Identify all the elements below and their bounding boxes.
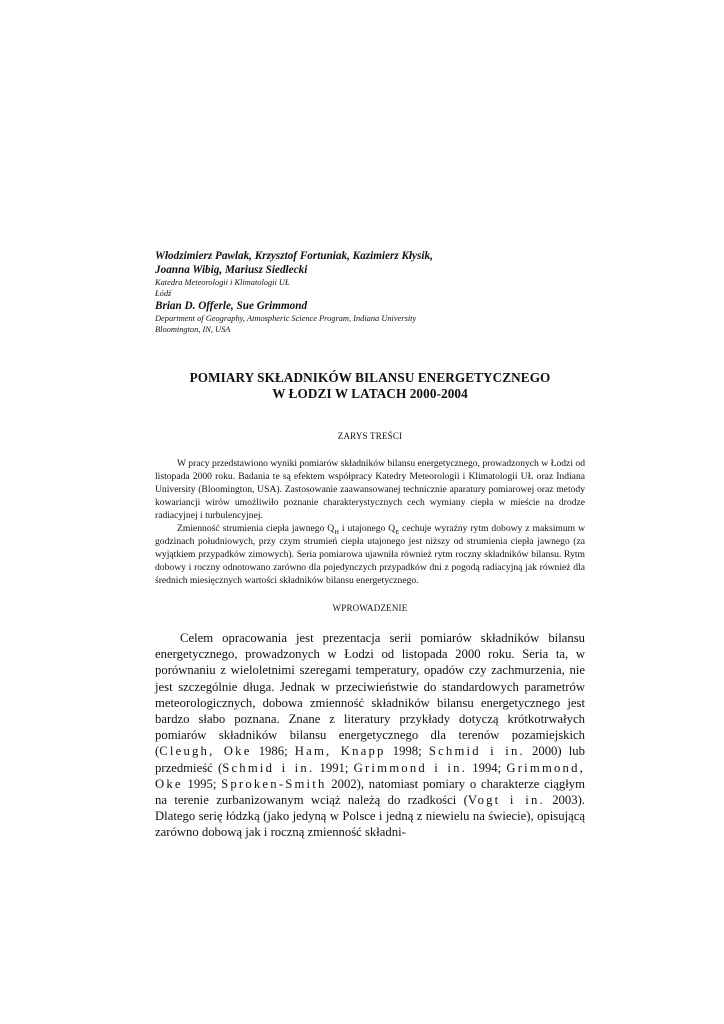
affiliation-line: Bloomington, IN, USA [155,325,231,334]
citation: Schmid i in. [428,744,525,759]
intro-heading: WPROWADZENIE [332,603,408,613]
author-line: Brian D. Offerle, Sue Grimmond [155,300,308,312]
introduction [155,630,585,841]
abstract-paragraph: W pracy przedstawiono wyniki pomiarów składników bilansu energetycznego, prowadzonych w Łodzi od listopada 2000 roku. Badania te są efektem współpracy Katedry Meteorologii i Klimatologii UŁ oraz Indiana University (Bloomington, USA). Zastosowanie zaawansowanej technicznie aparatury pomiarowej oraz metody kowariancji wirów umożliwiło poznanie charakterystycznych cech wymiany ciepła w mieście na drodze radiacyjnej i turbulencyjnej. [155,458,585,521]
title-line: POMIARY SKŁADNIKÓW BILANSU ENERGETYCZNEGO [189,370,551,385]
author-line: Włodzimierz Pawlak, Krzysztof Fortuniak, Kazimierz Kłysik, [155,250,433,262]
citation: Cleugh, Oke [159,744,252,759]
citation: Schmid i in. [222,760,315,775]
citation: Ham, Knapp [294,744,386,759]
intro-paragraph: Celem opracowania jest prezentacja serii pomiarów składników bilansu energetycznego, prowadzonych w Łodzi od listopada 2000 roku. Seria ta, w porównaniu z wieloletnimi szeregami temperatury, opadów czy zachmurzenia, nie jest szczególnie długa. Jednak w przeciwieństwie do standardowych parametrów meteorologicznych, dobowa zmienność składników bilansu energetycznego jest bardzo słabo poznana. Znane z literatury przykłady dotyczą krótkotrwałych pomiarów składników bilansu energetycznego dla terenów pozamiejskich (Cleugh, Oke 1986; Ham, Knapp 1998; Schmid i in. 2000) lub przedmieść (Schmid i in. 1991; Grimmond i in. 1994; Grimmond, Oke 1995; Sproken-Smith 2002), natomiast pomiary o charakterze ciągłym na terenie zurbanizowanym wciąż należą do rzadkości (Vogt i in. 2003). Dlatego serię łódzką (jako jedyną w Polsce i jedną z niewielu na świecie), opisującą zarówno dobową jak i roczną zmienność składni- [155,631,586,840]
citation: Sproken-Smith [221,776,327,791]
affiliation-line: Łódź [155,289,172,298]
affiliation-line: Department of Geography, Atmospheric Science Program, Indiana University [155,314,417,323]
abstract-heading: ZARYS TREŚCI [337,431,403,441]
affiliation-line: Katedra Meteorologii i Klimatologii UŁ [155,278,290,287]
paper-title [155,370,585,402]
citation: Grimmond, Oke [155,760,586,791]
citation: Grimmond i in. [353,760,468,775]
abstract [155,457,585,587]
page-content [155,249,585,841]
citation: Vogt i in. [467,793,545,808]
author-line: Joanna Wibig, Mariusz Siedlecki [155,264,308,276]
title-line: W ŁODZI W LATACH 2000-2004 [272,386,468,401]
abstract-paragraph: Zmienność strumienia ciepła jawnego $Q_H$ i utajonego $Q_E$ cechuje wyraźny rytm dobowy z maksimum w godzinach południowych, przy czym strumień ciepła utajonego jest niższy od strumienia ciepła jawnego (za wyjątkiem przypadków zimowych). Seria pomiarowa ujawniła również rytm roczny składników bilansu. Rytm dobowy i roczny odnotowano zarówno dla pojedynczych przypadków dni z pogodą radiacyjną jak również dla średnich miesięcznych wartości składników bilansu energetycznego. [155,523,585,586]
